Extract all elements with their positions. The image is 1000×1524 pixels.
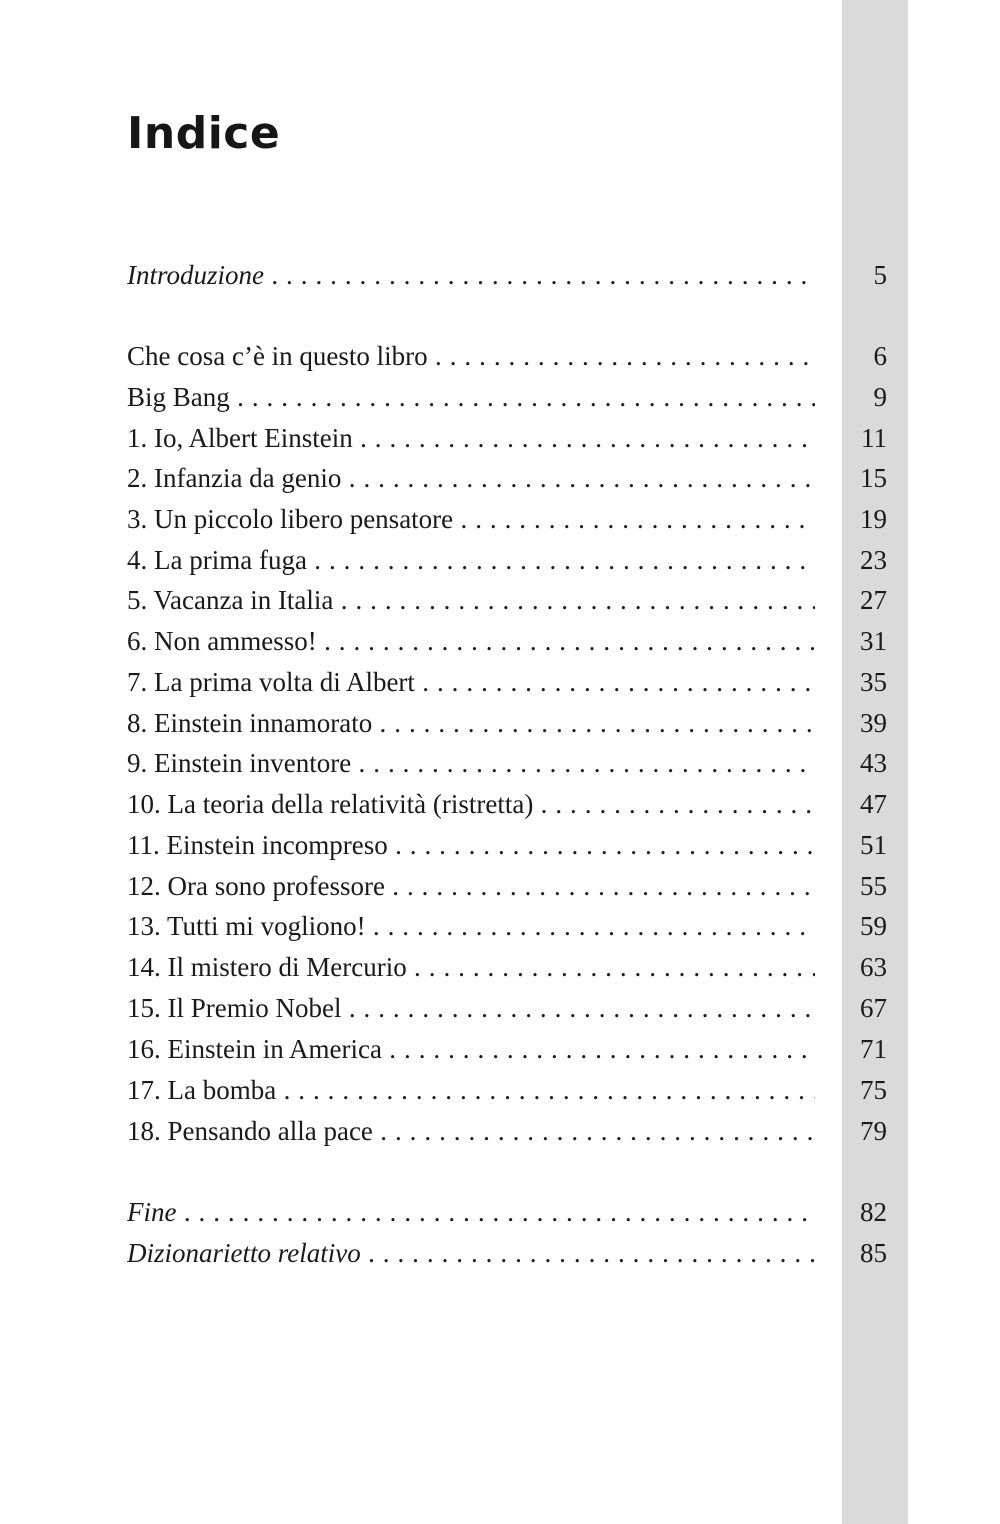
toc-entry-title: 3. Un piccolo libero pensatore <box>127 504 454 534</box>
toc-entry-title: 9. Einstein inventore <box>127 748 352 778</box>
toc-entry-leader <box>127 947 815 987</box>
toc-entry-leader <box>127 580 815 620</box>
toc-entry-page: 79 <box>860 1116 887 1146</box>
toc-entry-chapter-11[interactable] <box>127 825 892 865</box>
toc-entry-page: 27 <box>860 585 887 615</box>
toc-entry-chapter-8[interactable] <box>127 703 892 743</box>
toc-entry-leader <box>127 1070 815 1110</box>
toc-entry-chapter-16[interactable] <box>127 1029 892 1069</box>
toc-entry-title: 8. Einstein innamorato <box>127 708 373 738</box>
toc-entry-leader <box>127 336 815 376</box>
toc-entry-dizionarietto[interactable] <box>127 1233 892 1273</box>
toc-entry-che-cosa[interactable] <box>127 336 892 376</box>
toc-entry-chapter-15[interactable] <box>127 988 892 1028</box>
toc-entry-title: 1. Io, Albert Einstein <box>127 423 353 453</box>
toc-entry-page: 82 <box>860 1197 887 1227</box>
toc-entry-title: 10. La teoria della relatività (ristretta) <box>127 789 534 819</box>
toc-entry-title: 12. Ora sono professore <box>127 871 385 901</box>
toc-entry-chapter-10[interactable] <box>127 784 892 824</box>
toc-entry-page: 51 <box>860 830 887 860</box>
toc-entry-page: 5 <box>873 260 887 290</box>
toc-entry-page: 23 <box>860 545 887 575</box>
toc-entry-page: 71 <box>860 1034 887 1064</box>
toc-entry-chapter-1[interactable] <box>127 418 892 458</box>
toc-entry-chapter-14[interactable] <box>127 947 892 987</box>
toc-entry-page: 63 <box>860 952 887 982</box>
toc-entry-fine[interactable] <box>127 1192 892 1232</box>
toc-entry-page: 9 <box>873 382 887 412</box>
toc-entry-title: 18. Pensando alla pace <box>127 1116 373 1146</box>
toc-entry-chapter-6[interactable] <box>127 621 892 661</box>
toc-entry-title: 6. Non ammesso! <box>127 626 317 656</box>
toc-entry-leader <box>127 866 815 906</box>
toc-entry-leader <box>127 1233 815 1273</box>
toc-entry-title: 14. Il mistero di Mercurio <box>127 952 407 982</box>
toc-entry-chapter-13[interactable] <box>127 906 892 946</box>
toc-entry-leader <box>127 377 815 417</box>
toc-entry-chapter-7[interactable] <box>127 662 892 702</box>
toc-entry-chapter-2[interactable] <box>127 458 892 498</box>
toc-entry-chapter-12[interactable] <box>127 866 892 906</box>
toc-entry-title: Fine <box>127 1197 177 1227</box>
toc-entry-page: 75 <box>860 1075 887 1105</box>
toc-entry-page: 43 <box>860 748 887 778</box>
toc-entry-title: Dizionarietto relativo <box>127 1238 361 1268</box>
toc-entry-page: 31 <box>860 626 887 656</box>
toc-entry-title: 2. Infanzia da genio <box>127 463 342 493</box>
toc-entry-title: 15. Il Premio Nobel <box>127 993 342 1023</box>
toc-entry-big-bang[interactable] <box>127 377 892 417</box>
toc-entry-page: 67 <box>860 993 887 1023</box>
toc-entry-page: 85 <box>860 1238 887 1268</box>
toc-entry-page: 35 <box>860 667 887 697</box>
toc-entry-leader <box>127 1111 815 1151</box>
toc-entry-title: 17. La bomba <box>127 1075 277 1105</box>
toc-entry-introduzione[interactable] <box>127 255 892 295</box>
toc-entry-title: 5. Vacanza in Italia <box>127 585 334 615</box>
toc-entry-leader <box>127 540 815 580</box>
toc-entry-page: 6 <box>873 341 887 371</box>
toc-entry-chapter-3[interactable] <box>127 499 892 539</box>
toc-entry-leader <box>127 458 815 498</box>
toc-entry-chapter-9[interactable] <box>127 743 892 783</box>
toc-entry-title: 11. Einstein incompreso <box>127 830 388 860</box>
toc-entry-leader <box>127 906 815 946</box>
toc-entry-leader <box>127 825 815 865</box>
toc-entry-title: 16. Einstein in America <box>127 1034 382 1064</box>
toc-entry-page: 55 <box>860 871 887 901</box>
toc-entry-leader <box>127 255 815 295</box>
toc-entry-leader <box>127 1192 815 1232</box>
toc-entry-chapter-17[interactable] <box>127 1070 892 1110</box>
toc-entry-leader <box>127 418 815 458</box>
toc-entry-leader <box>127 621 815 661</box>
toc-entry-chapter-18[interactable] <box>127 1111 892 1151</box>
toc-entry-leader <box>127 1029 815 1069</box>
page-title: Indice <box>127 108 281 159</box>
toc-entry-page: 15 <box>860 463 887 493</box>
toc-entry-title: 4. La prima fuga <box>127 545 307 575</box>
toc-entry-leader <box>127 499 815 539</box>
toc-entry-page: 39 <box>860 708 887 738</box>
toc-entry-chapter-5[interactable] <box>127 580 892 620</box>
toc-entry-page: 47 <box>860 789 887 819</box>
toc-entry-page: 19 <box>860 504 887 534</box>
toc-entry-leader <box>127 662 815 702</box>
toc-entry-title: Big Bang <box>127 382 230 412</box>
toc-entry-leader <box>127 988 815 1028</box>
toc-entry-page: 11 <box>861 423 887 453</box>
toc-entry-leader <box>127 703 815 743</box>
toc-entry-chapter-4[interactable] <box>127 540 892 580</box>
toc-entry-leader <box>127 743 815 783</box>
toc-entry-title: Introduzione <box>127 260 264 290</box>
toc-entry-title: 13. Tutti mi vogliono! <box>127 911 366 941</box>
toc-entry-page: 59 <box>860 911 887 941</box>
toc-entry-title: Che cosa c’è in questo libro <box>127 341 428 371</box>
toc-entry-title: 7. La prima volta di Albert <box>127 667 415 697</box>
toc-entry-leader <box>127 784 815 824</box>
